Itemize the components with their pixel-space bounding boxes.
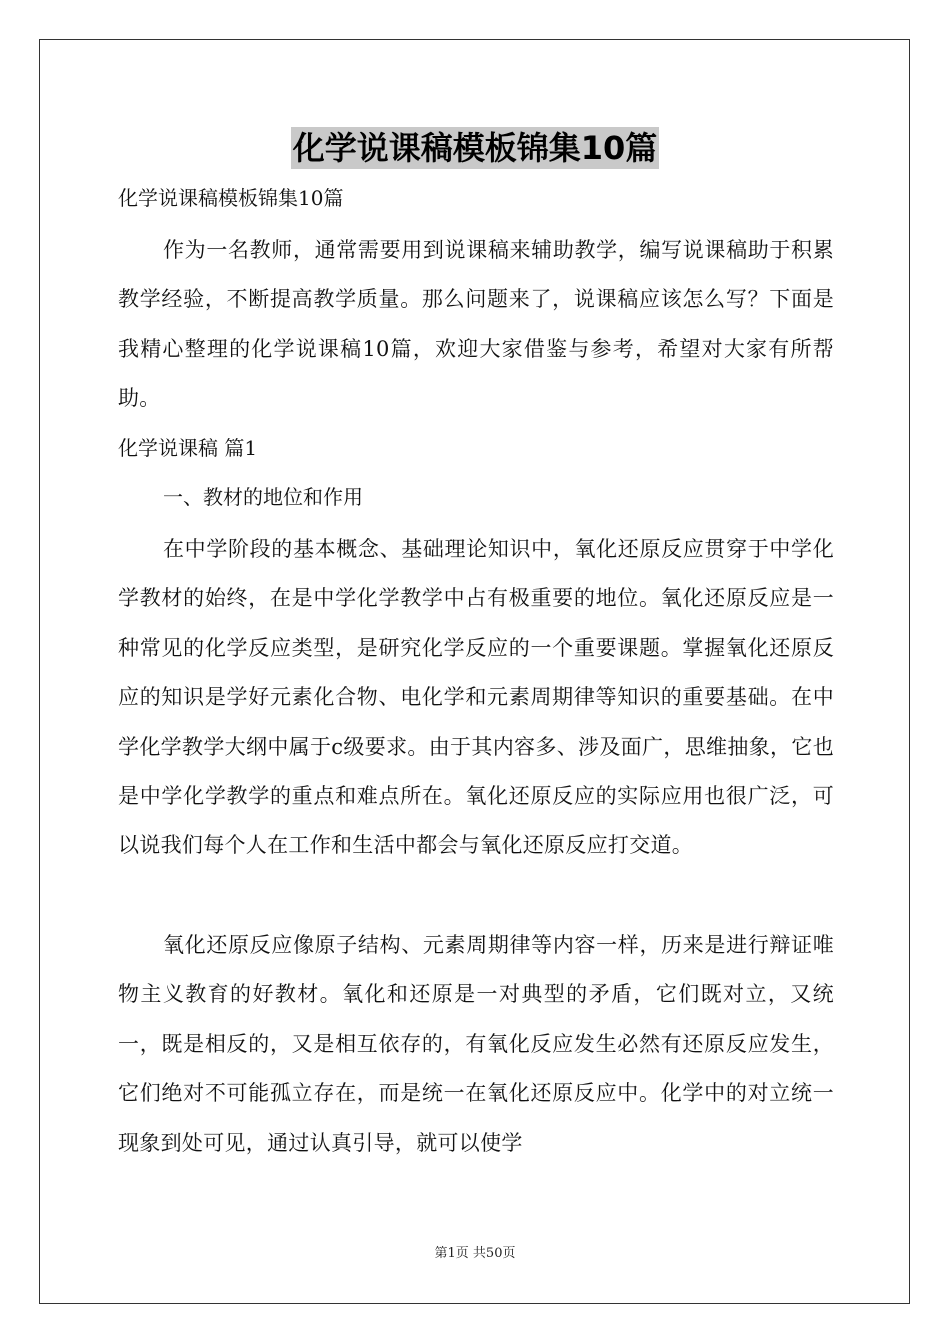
body-paragraph-2: 氧化还原反应像原子结构、元素周期律等内容一样，历来是进行辩证唯物主义教育的好教材。氧化和还原是一对典型的矛盾，它们既对立，又统一，既是相反的，又是相互依存的，有氧化反应发生必然有还原反应发生，它们绝对不可能孤立存在，而是统一在氧化还原反应中。化学中的对立统一现象到处可见，通过认真引导，就可以使学 (118, 933, 834, 1155)
title-container (0, 127, 950, 169)
page-footer: 第1页 共50页 (434, 1246, 516, 1261)
document-title: 化学说课稿模板锦集10篇 (292, 129, 658, 167)
document-subtitle: 化学说课稿模板锦集10篇 (118, 186, 344, 210)
body-paragraph-1: 在中学阶段的基本概念、基础理论知识中，氧化还原反应贯穿于中学化学教材的始终，在是中学化学教学中占有极重要的地位。氧化还原反应是一种常见的化学反应类型，是研究化学反应的一个重要课题。掌握氧化还原反应的知识是学好元素化合物、电化学和元素周期律等知识的重要基础。在中学化学教学大纲中属于c级要求。由于其内容多、涉及面广，思维抽象，它也是中学化学教学的重点和难点所在。氧化还原反应的实际应用也很广泛，可以说我们每个人在工作和生活中都会与氧化还原反应打交道。 (118, 537, 834, 858)
subsection-heading: 一、教材的地位和作用 (163, 485, 363, 509)
section-heading: 化学说课稿 篇1 (118, 436, 258, 460)
intro-paragraph: 作为一名教师，通常需要用到说课稿来辅助教学，编写说课稿助于积累教学经验，不断提高教学质量。那么问题来了，说课稿应该怎么写？下面是我精心整理的化学说课稿10篇，欢迎大家借鉴与参考，希望对大家有所帮助。 (118, 238, 834, 411)
